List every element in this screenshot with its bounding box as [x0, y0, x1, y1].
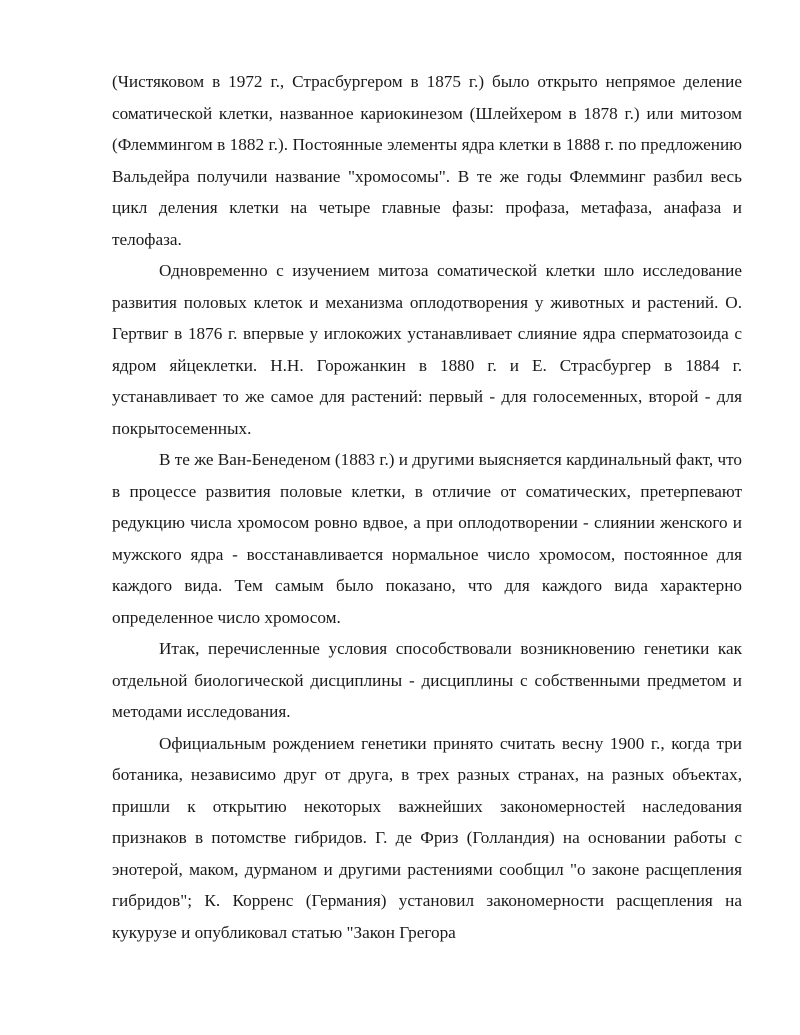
paragraph-genetics-birth: Официальным рождением генетики принято считать весну 1900 г., когда три ботаника, независимо друг от друга, в трех разных странах, на разных объектах, пришли к открытию некоторых важнейших закономерностей наследования признаков в потомстве гибридов. Г. де Фриз (Голландия) на основании работы с энотерой, маком, дурманом и другими растениями сообщил "о законе расщепления гибридов"; К. Корренс (Германия) установил закономерности расщепления на кукурузе и опубликовал статью "Закон Грегора: [112, 733, 742, 942]
paragraph-genetics-emergence: Итак, перечисленные условия способствовали возникновению генетики как отдельной биологической дисциплины - дисциплины с собственными предметом и методами исследования.: [112, 639, 742, 721]
paragraph-mitosis-history: (Чистяковом в 1972 г., Страсбургером в 1875 г.) было открыто непрямое деление соматической клетки, названное кариокинезом (Шлейхером в 1878 г.) или митозом (Флеммингом в 1882 г.). Постоянные элементы ядра клетки в 1888 г. по предложению Вальдейра получили название "хромосомы". В те же годы Флемминг разбил весь цикл деления клетки на четыре главные фазы: профаза, метафаза, анафаза и телофаза.: [112, 72, 742, 249]
paragraph-chromosome-reduction: В те же Ван-Бенеденом (1883 г.) и другими выясняется кардинальный факт, что в процессе развития половые клетки, в отличие от соматических, претерпевают редукцию числа хромосом ровно вдвое, а при оплодотворении - слиянии женского и мужского ядра - восстанавливается нормальное число хромосом, постоянное для каждого вида. Тем самым было показано, что для каждого вида характерно определенное число хромосом.: [112, 450, 742, 627]
paragraph-fertilization: Одновременно с изучением митоза соматической клетки шло исследование развития половых клеток и механизма оплодотворения у животных и растений. О. Гертвиг в 1876 г. впервые у иглокожих устанавливает слияние ядра сперматозоида с ядром яйцеклетки. Н.Н. Горожанкин в 1880 г. и Е. Страсбургер в 1884 г. устанавливает то же самое для растений: первый - для голосеменных, второй - для покрытосеменных.: [112, 261, 742, 438]
document-page: [112, 66, 742, 948]
